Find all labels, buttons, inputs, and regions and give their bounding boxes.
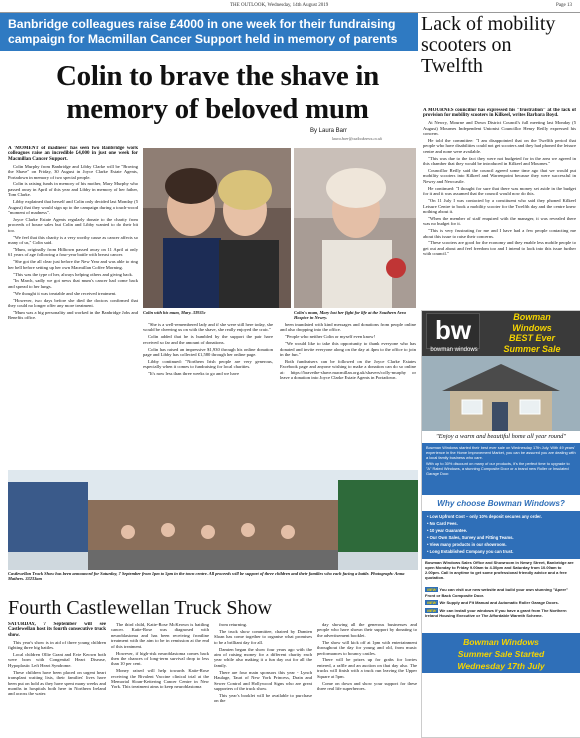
paragraph: At Newry, Mourne and Down District Council's full meeting last Monday (5 August) Mournes Independent Unionist Councillor Henry Reilly expressed his concern. [423, 120, 576, 137]
truck-story-column-3 [214, 622, 312, 736]
truck-show-photo [8, 470, 418, 570]
story-banner: Banbridge colleagues raise £4000 in one week for their fundraising campaign for Macmillan Cancer Support held in memory of parents [0, 13, 418, 51]
paragraph: The truck show committee, chaired by Damien Sloan has come together to organise what promises to be a brilliant day for all. [214, 628, 312, 645]
paragraph: "She is a well-remembered lady and if she were still here today, she would be cheering us on with the shave, she really enjoyed the craic." [143, 322, 273, 333]
ad-bullet: • 10 year Guarantee. [427, 528, 468, 533]
paragraph: Money raised will help towards Katie-Rose receiving the Bivalent Vaccine clinical trial at the Memorial Sloan-Kettering Cancer Centre in New York. This treatment aims to keep neuroblastoma [111, 668, 209, 690]
paragraph: "In March, sadly we got news that mum's cancer had come back and spread to her lungs. [8, 278, 138, 289]
paragraph: Colin is raising funds in memory of his mother, Mary Murphy who passed away in April of this year and Libby in memory of her father, Tom Clarke. [8, 181, 138, 198]
paragraph: Libby explained that herself and Colin only decided last Monday (5 August) that they would sign up to the campaign during a touch-wood "moment of madness". [8, 199, 138, 215]
truck-story-column-1 [8, 622, 106, 736]
page-header [0, 2, 580, 13]
paragraph: There will be prizes up for grabs for lorries entered, a raffle and an auction on that day also. The trucks will finish with a truck run leaving the Upper Square at 5pm. [317, 657, 417, 679]
paragraph: "We thought it was treatable and she received treatment. [13, 290, 117, 296]
paragraph: "Mum was a big personality and worked in the Banbridge Jobs and Benefits office. [8, 309, 138, 321]
paragraph: "We would like to take this opportunity to thank everyone who has donated and invite everyone along on the day at 4pm to the office to join in the fun." [280, 341, 416, 358]
paragraph: "When the member of staff enquired with the manager, it was revealed there was no budget for it. [423, 215, 576, 227]
paragraph: The show will kick off at 1pm with entertainment throughout the day for young and old, from music performances to bouncy castles. [317, 639, 417, 656]
ad-new-text: We Supply and Fit Manual and Automatic Roller Garage Doors. [439, 600, 559, 605]
ad-intro: Bowman Windows started their best ever sale on Wednesday 17th July. With 49 years' experience in the Home Improvement Market, you can be assured you are dealing with a local family business who care. [426, 445, 576, 460]
paragraph: This year's show is in aid of three young children fighting three big battles. [8, 639, 106, 651]
paragraph: He told the committee: "I am disappointed that on the Twelfth period that people who have disabilities could not get scooters and they had phoned the leisure centre and none were available. [423, 138, 576, 154]
paragraph: However, if high-risk neuroblastoma comes back then the chances of long-term survival drop to less than 10 per cent. [111, 650, 209, 667]
paragraph: "She got the all clear just before the New Year and was able to ring her bell before setting up her own Macmillan Coffee Morning. [8, 259, 138, 270]
masthead: THE OUTLOOK, Wednesday, 14th August 2019 [230, 3, 329, 8]
photo-image [294, 148, 416, 308]
lead-paragraph: SATURDAY, 7 September will see Castlewellan host its fourth consecutive truck show. [8, 622, 106, 638]
truck-image [8, 470, 418, 570]
paragraph: "However, two days before she died the doctors confirmed that they could no longer offer any more treatment. [8, 297, 138, 309]
paragraph: Joyce Clarke Estate Agents regularly donate to the charity from proceeds of house sales but Colin and Libby wanted to do their bit too. [8, 216, 138, 233]
paragraph: The third child, Katie-Rose McKeown is battling cancer. Katie-Rose was diagnosed with neuroblastoma and has been receiving frontline treatment with the aim to be in remission at the end of this treatment. [111, 622, 209, 649]
paragraph: "On 11 July I was contacted by a constituent who said they phoned Kilkeel Leisure Centre to book a mobility scooter for the Twelfth day and the centre knew nothing about it. [423, 198, 576, 214]
paragraph: There are four main sponsors this year - Lynch Haulage, Tauri of New York Princess, Drain and Sewer Control and Hollywood Signs who are great supporters of the truck show. [214, 669, 312, 691]
paragraph: This year's booklet will be available to purchase on the [214, 692, 312, 704]
ad-intro-block [422, 443, 580, 495]
ad-headline-line: Windows [512, 322, 552, 333]
ad-bullet: • Low Upfront Cost – only 10% deposit secures any order. [427, 514, 542, 519]
author-email[interactable]: laura.barr@outlooknews.co.uk [332, 136, 383, 141]
paragraph[interactable]: Both fundraisers can be followed on the Joyce Clarke Estates Facebook page and anyone wishing to make a donation can do so online at: https://bravethe-shave.macmillan.org.uk/shavers/colly-murphy or leave a donation into Joyce Clarke Estate Agents in Portadown. [280, 358, 416, 381]
ad-headline [486, 312, 578, 354]
ad-why-heading: Why choose Bowman Windows? [422, 497, 580, 511]
ad-new-item [425, 608, 577, 619]
paragraph: Local children Ollie Grant and Evie Keown both were born with Congenital Heart Disease, Hypoplastic Left Heart Syndrome. [8, 652, 106, 668]
paragraph: "It's now less than three weeks to go and we have [148, 371, 239, 377]
ad-bullet: • Long Established Company you can trust. [427, 549, 514, 554]
truck-photo-caption: Castlewellan Truck Show has been announced for Saturday, 7 September from 1pm to 5pm in the town centre. All proceeds will be support of three children and their families who each facing a battle. Photograph: Anna Mathers. 33233am [8, 571, 405, 581]
photo-2-caption: Colin's mum, Mary lost her fight for life at the Southern Area Hospice in Newry. [294, 310, 406, 320]
paragraph: from returning. [219, 622, 248, 627]
paragraph: Libby continued: "Northern Irish people are very generous, especially when it comes to fundraising for local charities. [143, 358, 273, 370]
paragraph: Colin added that he is humbled by the support the pair have received so far and the amount of donations. [143, 334, 273, 345]
lead-paragraph: A 'MOMENT of madness' has seen two Banbridge work colleagues raise an incredible £4,000 in just one week for Macmillan Cancer Support. [8, 146, 138, 162]
photo-image [143, 148, 291, 308]
ad-footer [422, 633, 580, 673]
ad-logo-block [422, 311, 580, 356]
ad-bullets [422, 511, 580, 559]
byline: By Laura Barr [310, 128, 348, 134]
new-badge: NEW [427, 600, 437, 605]
ad-showroom: Bowman Windows Sales Office and Showroom in Newry Street, Banbridge are open Monday to Friday 9.00am to 4.30pm and Saturday from 10.00am to 2.00pm. Call in anytime to get some professional friendly advice and a free quotation. [425, 560, 574, 580]
ad-new-items [425, 587, 577, 619]
house-image [422, 356, 580, 431]
photo-1-caption: Colin with his mum, Mary. 33935c [143, 310, 206, 315]
ad-house-photo [422, 356, 580, 431]
ad-new-text: We can install your windows if you have a grant from The Northern Ireland Housing Executive or The Affordable Warmth Scheme. [425, 607, 567, 618]
ad-brand-name: bowman windows [430, 347, 478, 353]
ad-offer: With up to 30% discount on many of our products, it's the perfect time to upgrade to "A" Rated Windows, a stunning Composite Door or a brand new Roller or Insulated Garage Door. [426, 461, 570, 476]
paragraph: "People who neither Colin or myself even know! [285, 334, 376, 340]
photo-mary [294, 148, 416, 308]
ad-footer-line: Wednesday 17th July [457, 661, 545, 671]
paragraph: "These scooters are good for the economy and they enable less mobile people to get out and about and feel freedom too and I intend to look into this issue further with council." [423, 240, 576, 257]
paragraph: "This was due to the fact they were not budgeted for in the area we agreed in this chamber that they would be introduced in Kilkeel and Mournes." [423, 155, 576, 167]
paragraph: Colin has raised an impressive $1,930 through his online donation page and Libby has collected £1,580 through her online page. [143, 346, 273, 358]
ad-footer-line: Summer Sale Started [457, 649, 545, 659]
photo-colin-and-mum [143, 148, 291, 308]
side-headline: Lack of mobility scooters on Twelfth [421, 13, 556, 77]
paragraph: Colin Murphy from Banbridge and Libby Clarke will be "Braving the Shave" on Friday, 30 August in Joyce Clarke Estate Agents, Portadown in memory of two special people. [8, 163, 138, 180]
paragraph: "This is very frustrating for me and I have had a few people contacting me about this issue to raise their concerns. [423, 228, 576, 239]
paragraph: Damien began the show four years ago with the aim of raising money for a different charity each year while also making it a fun day out for all the family. [214, 646, 312, 668]
ad-headline-line: Summer Sale [503, 343, 561, 354]
paragraph: He continued: "I thought for sure that there was money set aside in the budget for it and it was assumed that the council would now do this. [423, 185, 576, 197]
new-badge: NEW [427, 587, 437, 592]
paragraph: These children have been placed on urgent heart transplant waiting lists, their families' lives have been put on hold as they have spent many weeks and months in hospitals both here in Northern Ireland and across the water. [8, 669, 106, 697]
truck-headline: Fourth Castlewellan Truck Show [8, 597, 272, 619]
ad-tagline: "Enjoy a warm and beautiful home all year round" [435, 433, 567, 440]
ad-headline-line: BEST Ever [508, 333, 556, 343]
paragraph: "We feel that this charity is a very worthy cause as cancer affects so many of us," Colin said. [8, 234, 138, 245]
truck-story-column-2 [111, 622, 209, 736]
paragraph: "Mum, originally from Hilltown passed away on 11 April at only 61 years of age following a four-year battle with breast cancer. [8, 246, 138, 258]
ad-headline-line: Bowman [513, 312, 551, 322]
paragraph: been inundated with kind messages and donations from people online and also dropping into the office. [280, 322, 416, 333]
bowman-logo-icon: bw [426, 313, 480, 349]
ad-bullet: • No Card Fees. [427, 521, 458, 526]
main-headline: Colin to brave the shave in memory of beloved mum [56, 60, 379, 125]
page-number: Page 13 [556, 3, 572, 8]
lead-paragraph: A MOURNES councillor has expressed his "frustration" at the lack of provision for mobility scooters in Kilkeel, writes Barbara Boyd. [423, 108, 576, 119]
paragraph: "This was the type of her, always helping others and giving back. [13, 271, 133, 277]
ad-footer-line: Bowman Windows [463, 637, 539, 647]
ad-bullet: • Our Own Sales, Survey and Fitting Teams. [427, 535, 514, 540]
side-story-body [423, 108, 576, 308]
new-badge: NEW [427, 607, 437, 613]
paragraph: Come on down and show your support for these three real life superheroes. [317, 680, 417, 691]
bowman-windows-advert[interactable] [421, 310, 580, 738]
ad-new-text: You can visit our new website and build your own stunning "Apeer" Front or Back Composite Door. [425, 587, 569, 598]
paragraph: day showing all the generous businesses and people who have shown their support by donating to the advertisement booklet. [317, 622, 417, 638]
truck-story-column-4 [317, 622, 417, 736]
paragraph: Councillor Reilly said the council agreed some time ago that we would put mobility scooters into Kilkeel and Warrenpoint because they were successful in Newry and Newcastle. [423, 168, 576, 184]
ad-new-item [425, 587, 577, 598]
ad-new-item [425, 600, 577, 606]
ad-bullet: • View many products in our showroom. [427, 542, 507, 547]
